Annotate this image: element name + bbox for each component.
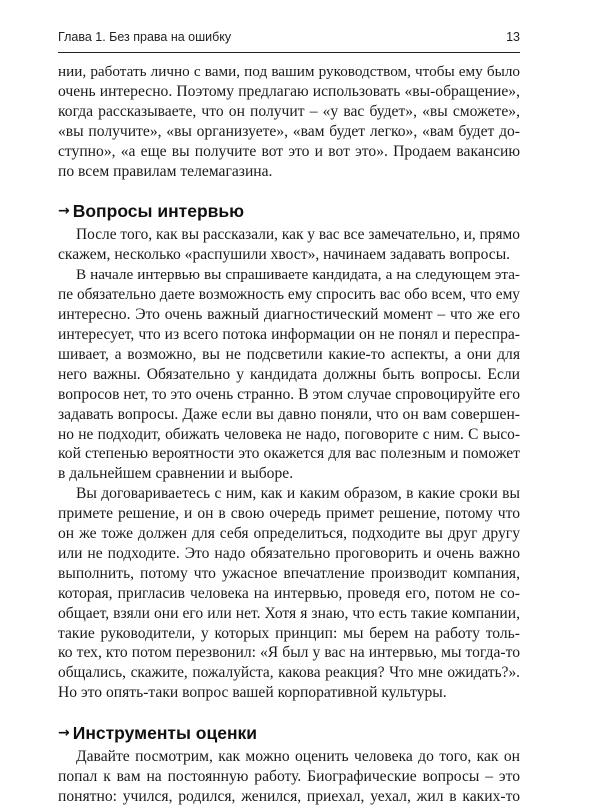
text-line: Давайте посмотрим, как можно оценить человека до того, как он xyxy=(76,748,520,766)
text-line: в дальнейшем сравнении и выборе. xyxy=(58,465,294,483)
paragraph xyxy=(58,484,520,703)
text-line: или не подходите. Это надо обязательно проговорить и очень важно xyxy=(58,544,520,562)
text-line: такие руководители, у которых принцип: мы берем на работу толь- xyxy=(58,624,520,642)
text-line: него важны. Обязательно у кандидата должны быть вопросы. Если xyxy=(58,365,520,383)
text-line: он же тоже должен для себя определиться, подходите вы друг другу xyxy=(58,525,520,543)
text-line: интересует, что из всего потока информации он не понял и переспра- xyxy=(58,325,520,343)
paragraph xyxy=(58,265,520,484)
text-line: вопросов нет, то это очень странно. В этом случае спровоцируйте его xyxy=(58,385,520,403)
section-heading-text: Инструменты оценки xyxy=(72,723,258,744)
section-heading xyxy=(58,722,520,744)
section-heading-text: Вопросы интервью xyxy=(72,201,245,222)
text-line: примете решение, и он в свою очередь примет решение, потому что xyxy=(58,505,520,523)
header-rule xyxy=(58,52,520,53)
text-line: После того, как вы рассказали, как у вас все замечательно, и, прямо xyxy=(76,226,520,244)
text-line: попал к вам на постоянную работу. Биографические вопросы – это xyxy=(58,768,520,786)
running-head xyxy=(58,30,520,44)
text-line: но не подходит, обижать человека не надо, поговорите с ним. С высо- xyxy=(58,425,520,443)
text-line: общались, скажите, пожалуйста, какова реакция? Что мне ожидать?». xyxy=(58,664,520,682)
text-line: по всем правилам телемагазина. xyxy=(58,162,273,180)
text-line: Но это опять-таки вопрос вашей корпоративной культуры. xyxy=(58,684,447,702)
text-line: Вы договариваетесь с ним, как и каким образом, в какие сроки вы xyxy=(76,485,520,503)
page-body xyxy=(58,62,520,807)
text-line: ко тех, кто потом перезвонил: «Я был у вас на интервью, мы тогда-то xyxy=(58,644,520,662)
text-line: ступно», «а еще вы получите вот это и вот это». Продаем вакансию xyxy=(58,142,520,160)
text-line: В начале интервью вы спрашиваете кандидата, а на следующем эта- xyxy=(76,266,520,284)
text-line: очень интересно. Поэтому предлагаю использовать «вы-обращение», xyxy=(58,82,520,100)
section-heading xyxy=(58,200,520,222)
text-line: общает, взяли они его или нет. Хотя я знаю, что есть такие компании, xyxy=(58,604,520,622)
text-line: «вы получите», «вы организуете», «вам будет легко», «вам будет до- xyxy=(58,122,520,140)
text-line: интересно. Это очень важный диагностический момент – что же его xyxy=(58,306,520,324)
paragraph xyxy=(58,225,520,265)
chapter-title: Глава 1. Без права на ошибку xyxy=(58,30,232,44)
text-line: пе обязательно даете возможность ему спросить вас обо всем, что ему xyxy=(58,286,520,304)
paragraph xyxy=(58,62,520,181)
text-line: выполнить, потому что ужасное впечатление производит компания, xyxy=(58,564,520,582)
text-line: шивает, а возможно, вы не подсветили какие-то аспекты, а они для xyxy=(58,345,520,363)
text-line: задавать вопросы. Даже если вы давно поняли, что он вам совершен- xyxy=(58,405,520,423)
text-line: которая, пригласив человека на интервью, проведя его, потом не со- xyxy=(58,584,520,602)
arrow-right-icon: → xyxy=(58,725,70,742)
text-line: скажем, несколько «распушили хвост», начинаем задавать вопросы. xyxy=(58,246,511,264)
text-line: когда рассказываете, что он получит – «у вас будет», «вы сможете», xyxy=(58,102,520,120)
text-line: нии, работать лично с вами, под вашим руководством, чтобы ему было xyxy=(58,63,520,80)
text-line: кой степенью вероятности это окажется для вас полезным и поможет xyxy=(58,445,520,463)
page-number: 13 xyxy=(506,30,520,44)
paragraph xyxy=(58,747,520,807)
arrow-right-icon: → xyxy=(58,203,70,220)
text-line: понятно: учился, родился, женился, приехал, уехал, жил в каких-то xyxy=(58,788,520,805)
